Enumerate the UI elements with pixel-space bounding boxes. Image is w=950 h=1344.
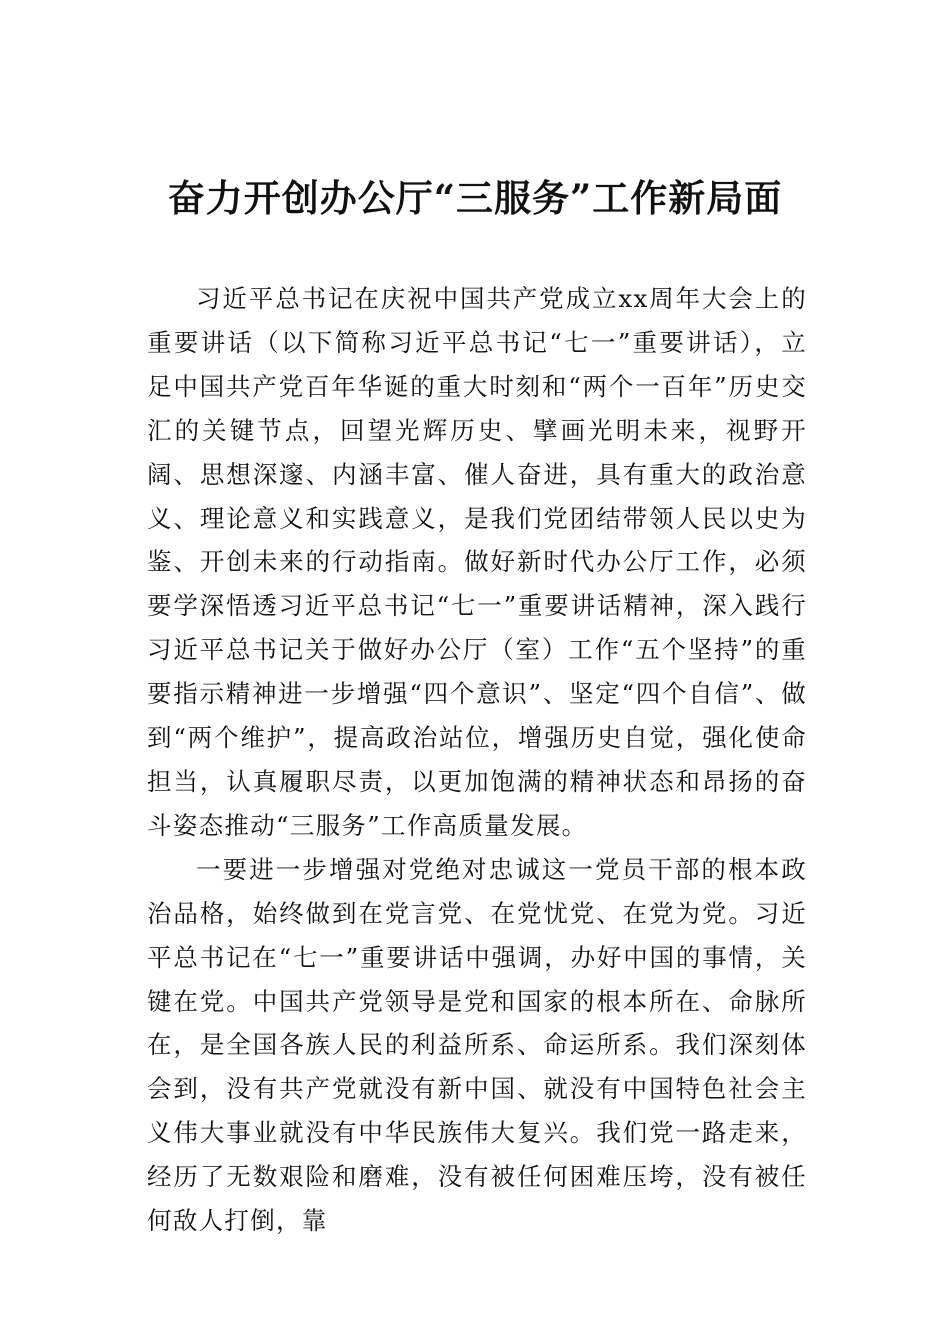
paragraph-point-one: 一要进一步增强对党绝对忠诚这一党员干部的根本政治品格，始终做到在党言党、在党忧党、在党为党。习近平总书记在“七一”重要讲话中强调，办好中国的事情，关键在党。中国共产党领导是党和国家的根本所在、命脉所在，是全国各族人民的利益所系、命运所系。我们深刻体会到，没有共产党就没有新中国、就没有中国特色社会主义伟大事业就没有中华民族伟大复兴。我们党一路走来，经历了无数艰险和磨难，没有被任何困难压垮，没有被任何敌人打倒，靠: [147, 854, 807, 1236]
document-body: [147, 277, 807, 1243]
paragraph-intro: 习近平总书记在庆祝中国共产党成立xx周年大会上的重要讲话（以下简称习近平总书记“七一”重要讲话），立足中国共产党百年华诞的重大时刻和“两个一百年”历史交汇的关键节点，回望光辉历史、擘画光明未来，视野开阔、思想深邃、内涵丰富、催人奋进，具有重大的政治意义、理论意义和实践意义，是我们党团结带领人民以史为鉴、开创未来的行动指南。做好新时代办公厅工作，必须要学深悟透习近平总书记“七一”重要讲话精神，深入践行习近平总书记关于做好办公厅（室）工作“五个坚持”的重要指示精神进一步增强“四个意识”、坚定“四个自信”、做到“两个维护”，提高政治站位，增强历史自觉，强化使命担当，认真履职尽责，以更加饱满的精神状态和昂扬的奋斗姿态推动“三服务”工作高质量发展。: [147, 284, 807, 840]
document-title: 奋力开创办公厅“三服务”工作新局面: [167, 176, 783, 220]
